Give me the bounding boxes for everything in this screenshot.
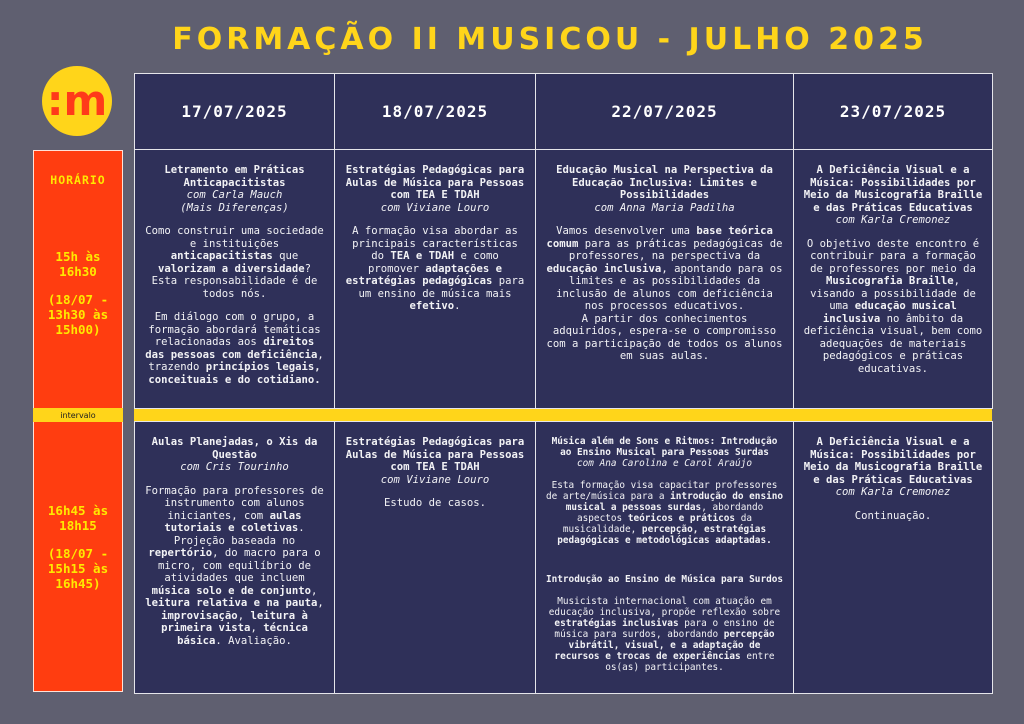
time-slot-1-sub: (18/07 - 13h30 às 15h00): [47, 292, 109, 337]
session1-cell-2: [334, 149, 536, 409]
session-description: Estudo de casos.: [383, 497, 487, 509]
date-header-2: 18/07/2025: [334, 73, 536, 150]
page-title: FORMAÇÃO II MUSICOU - JULHO 2025: [172, 22, 928, 57]
session-title: A Deficiência Visual e a Música: Possibilidades por Meio da Musicografia Braille e das Práticas Educativas: [803, 164, 983, 214]
session-description: Formação para professores de instrumento com alunos iniciantes, com aulas tutoriais e coletivas. Projeção baseada no repertório, do macro para o micro, com equilíbrio de atividades que incluem música solo e de conjunto, leitura relativa e na pauta, improvisação, leitura à primeira vista, técnica básica. Avaliação.: [145, 484, 324, 647]
intervalo-label: intervalo: [33, 408, 123, 422]
break-divider: [134, 409, 992, 421]
time-slot-2: [34, 503, 122, 591]
session-description: Em diálogo com o grupo, a formação abordará temáticas relacionadas aos direitos das pessoas com deficiência, trazendo princípios legais, conceituais e do cotidiano.: [145, 311, 324, 386]
session-instructor: com Karla Cremonez: [835, 214, 951, 226]
session1-cell-3: [535, 149, 794, 409]
session-description: Musicista internacional com atuação em educação inclusiva, propõe reflexão sobre estratégias inclusivas para o ensino de música para surdos, abordando percepção vibrátil, visual, e a adaptação de recursos e trocas de experiências entre os(as) participantes.: [548, 596, 781, 673]
musicou-logo-icon: :m: [42, 66, 112, 136]
time-slot-1-main: 15h às 16h30: [55, 249, 101, 279]
time-slot-2-main: 16h45 às 18h15: [47, 503, 109, 533]
session2-cell-2: [334, 421, 536, 694]
session-title: Educação Musical na Perspectiva da Educação Inclusiva: Limites e Possibilidades: [556, 164, 773, 201]
session-title: Estratégias Pedagógicas para Aulas de Música para Pessoas com TEA E TDAH: [345, 436, 525, 473]
session1-cell-4: [793, 149, 993, 409]
session-organization: (Mais Diferenças): [180, 201, 289, 214]
time-slot-1: [34, 249, 122, 337]
session2-cell-1: [134, 421, 335, 694]
session-title: A Deficiência Visual e a Música: Possibilidades por Meio da Musicografia Braille e das Práticas Educativas: [803, 436, 983, 486]
session-description: A formação visa abordar as principais características do TEA e TDAH e como promover adaptações e estratégias pedagógicas para um ensino de música mais efetivo.: [345, 225, 525, 312]
date-header-3: 22/07/2025: [535, 73, 794, 150]
session-instructor: com Cris Tourinho: [180, 461, 289, 473]
session-instructor: com Viviane Louro: [380, 201, 490, 214]
session1-cell-1: [134, 149, 335, 409]
session-instructor: com Ana Carolina e Carol Araújo: [577, 458, 752, 469]
session-title: Música além de Sons e Ritmos: Introdução ao Ensino Musical para Pessoas Surdas: [551, 436, 778, 458]
session2-cell-3: [535, 421, 794, 694]
session-instructor: com Anna Maria Padilha: [594, 201, 735, 214]
date-header-1: 17/07/2025: [134, 73, 335, 150]
session-instructor: com Karla Cremonez: [835, 486, 951, 498]
session-instructor: com Carla Mauch: [186, 189, 283, 201]
session-description: Como construir uma sociedade e instituições anticapacitistas que valorizam a diversidade? Esta responsabilidade é de todos nós.: [145, 225, 324, 300]
session-title: Aulas Planejadas, o Xis da Questão: [151, 436, 318, 461]
session-description: Vamos desenvolver uma base teórica comum para as práticas pedagógicas de professores, na perspectiva da educação inclusiva, apontando para os limites e as possibilidades da inclusão de alunos com deficiência nos processos educativos. A partir dos conhecimentos adquiridos, espera-se o compromisso com a participação de todos os alunos em suas aulas.: [546, 225, 783, 362]
session-title: Letramento em Práticas Anticapacitistas: [164, 164, 305, 189]
session-description: O objetivo deste encontro é contribuir para a formação de professores por meio da Musicografia Braille, visando a possibilidade de uma educação musical inclusiva no âmbito da deficiência visual, bem como adequações de materiais pedagógicos e práticas educativas.: [803, 237, 983, 375]
session-description: Esta formação visa capacitar professores de arte/música para a introdução do ensino musical a pessoas surdas, abordando aspectos teóricos e práticos da musicalidade, percepção, estratégias pedagógicas e metodológicas adaptadas.: [545, 480, 784, 546]
session-instructor: com Viviane Louro: [380, 473, 490, 486]
session2-cell-4: [793, 421, 993, 694]
time-slot-2-sub: (18/07 - 15h15 às 16h45): [47, 546, 109, 591]
date-header-4: 23/07/2025: [793, 73, 993, 150]
session-title: Estratégias Pedagógicas para Aulas de Música para Pessoas com TEA E TDAH: [345, 164, 525, 201]
horario-label: HORÁRIO: [50, 173, 106, 187]
session-description: Continuação.: [854, 509, 932, 522]
session-subtitle: Introdução ao Ensino de Música para Surdos: [545, 574, 784, 585]
